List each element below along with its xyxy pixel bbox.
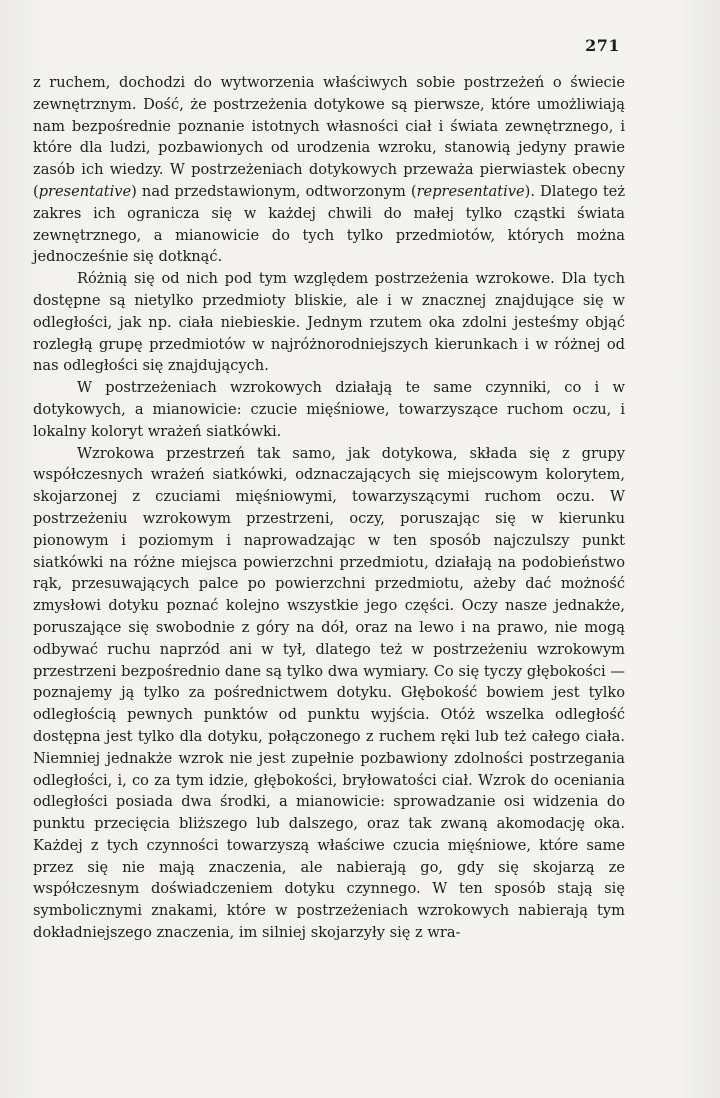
paragraph-4: Wzrokowa przestrzeń tak samo, jak dotykowa, składa się z grupy współczesnych wrażeń siatkówki, odznaczających się miejscowym kolorytem, skojarzonej z czuciami mięśniowymi, towarzyszącymi ruchom oczu. W postrzeżeniu wzrokowym przestrzeni, oczy, poruszając się w kierunku pionowym i poziomym i naprowadzając w ten sposób najczulszy punkt siatkówki na różne miejsca powierzchni przedmiotu, działają na podobieństwo rąk, przesuwających palce po powierzchni przedmiotu, ażeby dać możność zmysłowi dotyku poznać kolejno wszystkie jego części. Oczy nasze jednakże, poruszające się swobodnie z góry na dół, oraz na lewo i na prawo, nie mogą odbywać ruchu naprzód ani w tył, dlatego też w postrzeżeniu wzrokowym przestrzeni bezpośrednio dane są tylko dwa wymiary. Co się tyczy głębokości — poznajemy ją tylko za pośrednictwem dotyku. Głębokość bowiem jest tylko odległością pewnych punktów od punktu wyjścia. Otóż wszelka odległość dostępna jest tylko dla dotyku, połączonego z ruchem ręki lub też całego ciała. Niemniej jednakże wzrok nie jest zupełnie pozbawiony zdolności postrzegania odległości, i, co za tym idzie, głębokości, bryłowatości ciał. Wzrok do oceniania odległości posiada dwa środki, a mianowicie: sprowadzanie osi widzenia do punktu przecięcia bliższego lub dalszego, oraz tak zwaną akomodację oka. Każdej z tych czynności towarzyszą właściwe czucia mięśniowe, które same przez się nie mają znaczenia, ale nabierają go, gdy się skojarzą ze współczesnym doświadczeniem dotyku czynnego. W ten sposób stają się symbolicznymi znakami, które w postrzeżeniach wzrokowych nabierają tym dokładniejszego znaczenia, im silniej skojarzyły się z wra- [33,444,625,942]
italic-term: presentative [38,182,132,200]
paragraph-1: z ruchem, dochodzi do wytworzenia właściwych sobie postrzeżeń o świecie zewnętrznym. Dość, że postrzeżenia dotykowe są pierwsze, które umożliwiają nam bezpośrednie poznanie istotnych własności ciał i świata zewnętrznego, i które dla ludzi, pozbawionych od urodzenia wzroku, stanowią jedyny prawie zasób ich wiedzy. W postrzeżeniach dotykowych przeważa pierwiastek obecny (presentative) nad przedstawionym, odtworzonym (representative). Dlatego też zakres ich ogranicza się w każdej chwili do małej tylko cząstki świata zewnętrznego, a mianowicie do tych tylko przedmiotów, których można jednocześnie się dotknąć. [33,74,626,266]
paragraph-3: W postrzeżeniach wzrokowych działają te same czynniki, co i w dotykowych, a mianowicie: czucie mięśniowe, towarzyszące ruchom oczu, i lokalny koloryt wrażeń siatkówki. [33,379,625,440]
paragraph-2: Różnią się od nich pod tym względem postrzeżenia wzrokowe. Dla tych dostępne są nietylko przedmioty bliskie, ale i w znacznej znajdujące się w odległości, jak np. ciała niebieskie. Jednym rzutem oka zdolni jesteśmy objąć rozległą grupę przedmiotów w najróżnorodniejszych kierunkach i w różnej od nas odległości się znajdujących. [33,270,625,375]
page-number: 271 [585,36,620,55]
italic-term: representative [416,182,525,200]
page-body-text [33,72,625,944]
